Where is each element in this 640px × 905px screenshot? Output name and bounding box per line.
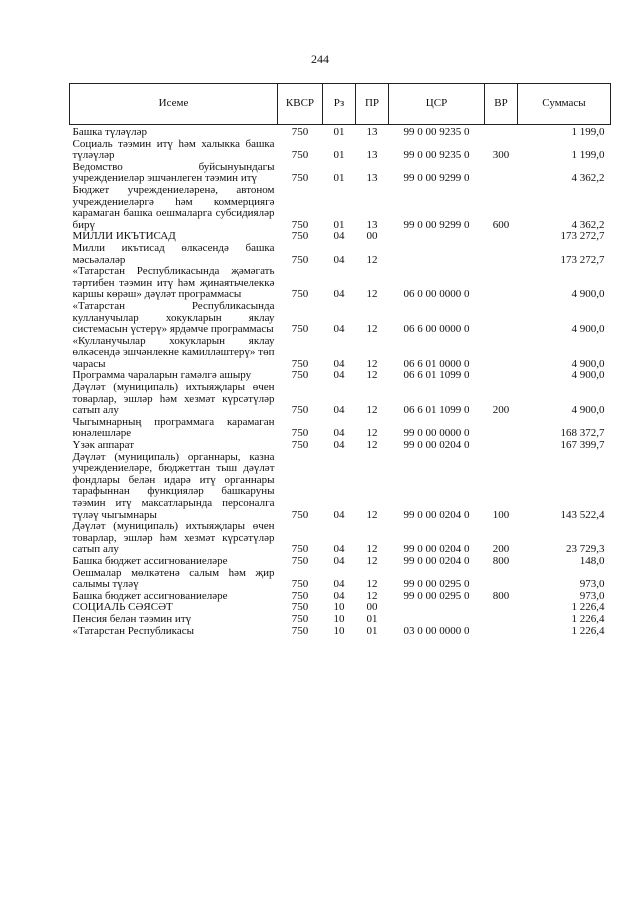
cell-rz: 01 <box>333 172 345 185</box>
table-row <box>70 568 611 591</box>
table-row <box>70 266 611 301</box>
cell-rz: 04 <box>333 253 345 266</box>
cell-name: «Кулланучылар хокукларын яклау өлкәсендә эшчәнлекне камилләштерү» төп чарасы <box>72 334 275 370</box>
table-row <box>70 185 611 231</box>
table-row <box>70 243 611 266</box>
cell-pr: 12 <box>366 554 378 567</box>
cell-pr: 12 <box>366 288 378 301</box>
cell-pr: 13 <box>366 172 378 185</box>
cell-rz: 04 <box>333 323 345 336</box>
cell-vr <box>485 614 518 626</box>
cell-kvsr: 750 <box>291 624 309 637</box>
cell-pr: 13 <box>366 126 378 138</box>
table-row <box>70 162 611 185</box>
cell-rz: 10 <box>333 612 345 625</box>
cell-csr: 03 0 00 0000 0 <box>403 624 470 637</box>
cell-sum: 23 729,3 <box>566 543 605 556</box>
cell-csr: 06 6 01 1099 0 <box>403 369 470 382</box>
cell-vr: 300 <box>492 149 510 162</box>
cell-sum: 173 272,7 <box>560 230 605 243</box>
cell-csr: 99 0 00 0204 0 <box>403 508 470 521</box>
cell-name: Башка бюджет ассигнованиеләре <box>72 554 228 567</box>
cell-csr: 99 0 00 9235 0 <box>403 149 470 162</box>
cell-sum: 168 372,7 <box>560 427 605 440</box>
cell-name: Ведомство буйсынуындагы учреждениеләр эшчәнлеген тәэмин итү <box>72 160 275 185</box>
table-row <box>70 556 611 568</box>
cell-vr: 600 <box>492 218 510 231</box>
cell-vr <box>485 568 518 591</box>
cell-pr: 00 <box>366 601 378 614</box>
cell-vr <box>485 125 518 139</box>
cell-vr <box>485 231 518 243</box>
table-row <box>70 382 611 417</box>
cell-sum: 4 900,0 <box>571 288 605 301</box>
cell-pr: 12 <box>366 589 378 602</box>
cell-vr <box>485 162 518 185</box>
cell-rz: 04 <box>333 369 345 382</box>
cell-vr <box>485 370 518 382</box>
cell-csr: 06 0 00 0000 0 <box>403 288 470 301</box>
cell-rz: 04 <box>333 230 345 243</box>
cell-name: «Татарстан Республикасы <box>72 624 194 637</box>
cell-csr: 99 0 00 0204 0 <box>403 554 470 567</box>
cell-name: Пенсия белән тәэмин итү <box>72 612 192 625</box>
cell-sum: 4 900,0 <box>571 404 605 417</box>
cell-name: СОЦИАЛЬ СӘЯСӘТ <box>72 601 173 614</box>
table-row <box>70 614 611 626</box>
cell-kvsr: 750 <box>291 427 309 440</box>
cell-csr <box>389 231 485 243</box>
cell-rz: 04 <box>333 578 345 591</box>
cell-csr: 99 0 00 9235 0 <box>403 126 470 138</box>
cell-kvsr: 750 <box>291 253 309 266</box>
cell-vr: 800 <box>492 554 510 567</box>
cell-csr: 06 6 01 1099 0 <box>403 404 470 417</box>
cell-pr: 01 <box>366 612 378 625</box>
cell-rz: 04 <box>333 508 345 521</box>
cell-name: Социаль тәэмин итү һәм халыкка башка түләүләр <box>72 137 275 162</box>
cell-rz: 04 <box>333 543 345 556</box>
cell-rz: 04 <box>333 427 345 440</box>
table-row <box>70 440 611 452</box>
cell-rz: 10 <box>333 624 345 637</box>
cell-rz: 01 <box>333 126 345 138</box>
column-header-vr: ВР <box>485 84 518 125</box>
cell-csr: 99 0 00 0000 0 <box>403 427 470 440</box>
cell-kvsr: 750 <box>291 323 309 336</box>
cell-sum: 1 199,0 <box>571 126 605 138</box>
cell-vr <box>485 301 518 336</box>
cell-pr: 13 <box>366 218 378 231</box>
cell-kvsr: 750 <box>291 230 309 243</box>
cell-pr: 12 <box>366 357 378 370</box>
cell-vr <box>485 336 518 371</box>
cell-rz: 04 <box>333 404 345 417</box>
cell-csr: 99 0 00 0295 0 <box>403 589 470 602</box>
cell-pr: 12 <box>366 543 378 556</box>
cell-pr: 12 <box>366 323 378 336</box>
table-row <box>70 336 611 371</box>
cell-name: «Татарстан Республикасында кулланучылар хокукларын яклау системасын үстерү» ярдәмче программасы <box>72 299 275 336</box>
cell-csr <box>389 614 485 626</box>
table-body <box>70 125 611 638</box>
cell-name: Үзәк аппарат <box>72 439 135 452</box>
cell-rz: 04 <box>333 357 345 370</box>
table-row <box>70 452 611 522</box>
cell-csr: 99 0 00 9299 0 <box>403 218 470 231</box>
cell-name: Программа чараларын гамәлгә ашыру <box>72 369 252 382</box>
cell-sum: 148,0 <box>579 554 605 567</box>
cell-sum: 4 900,0 <box>571 369 605 382</box>
cell-pr: 12 <box>366 369 378 382</box>
cell-sum: 4 900,0 <box>571 323 605 336</box>
cell-kvsr: 750 <box>291 508 309 521</box>
table-row <box>70 521 611 556</box>
cell-kvsr: 750 <box>291 172 309 185</box>
table-row <box>70 139 611 162</box>
cell-pr: 13 <box>366 149 378 162</box>
cell-kvsr: 750 <box>291 218 309 231</box>
cell-rz: 04 <box>333 554 345 567</box>
cell-name: Дәүләт (муниципаль) ихтыяҗлары өчен товарлар, эшләр һәм хезмәт күрсәтүләр сатып алу <box>72 381 275 417</box>
cell-sum: 167 399,7 <box>560 439 605 452</box>
table-row <box>70 417 611 440</box>
cell-kvsr: 750 <box>291 357 309 370</box>
cell-sum: 173 272,7 <box>560 253 605 266</box>
cell-name: Башка бюджет ассигнованиеләре <box>72 589 228 602</box>
table-row <box>70 626 611 638</box>
cell-vr <box>485 626 518 638</box>
cell-kvsr: 750 <box>291 612 309 625</box>
cell-sum: 1 199,0 <box>571 149 605 162</box>
cell-pr: 00 <box>366 230 378 243</box>
cell-name: Милли икътисад өлкәсендә башка мәсьәләләр <box>72 241 275 266</box>
cell-vr <box>485 417 518 440</box>
cell-pr: 12 <box>366 508 378 521</box>
cell-csr <box>389 602 485 614</box>
column-header-rz: Рз <box>323 84 356 125</box>
cell-name: «Татарстан Республикасында җәмәгать тәртибен тәэмин итү һәм җинаятьчелеккә каршы көрәш» дәүләт программасы <box>72 265 275 301</box>
budget-table <box>69 83 611 637</box>
cell-csr: 99 0 00 9299 0 <box>403 172 470 185</box>
cell-vr: 100 <box>492 508 510 521</box>
cell-rz: 01 <box>333 149 345 162</box>
cell-name: Бюджет учреждениеләренә, автоном учреждениеләргә һәм коммерциягә карамаган башка оешмаларга субсидияләр бирү <box>72 183 275 231</box>
cell-sum: 4 362,2 <box>571 218 605 231</box>
cell-kvsr: 750 <box>291 601 309 614</box>
cell-vr <box>485 602 518 614</box>
cell-sum: 4 900,0 <box>571 357 605 370</box>
cell-csr <box>389 243 485 266</box>
column-header-sum: Суммасы <box>518 84 611 125</box>
cell-rz: 04 <box>333 439 345 452</box>
table-header <box>70 84 611 125</box>
column-header-kvsr: КВСР <box>278 84 323 125</box>
column-header-name: Исеме <box>70 84 278 125</box>
cell-vr <box>485 266 518 301</box>
cell-kvsr: 750 <box>291 369 309 382</box>
cell-vr: 200 <box>492 543 510 556</box>
cell-csr: 06 6 00 0000 0 <box>403 323 470 336</box>
cell-csr: 99 0 00 0204 0 <box>403 543 470 556</box>
cell-pr: 12 <box>366 578 378 591</box>
cell-sum: 143 522,4 <box>560 508 605 521</box>
cell-csr: 99 0 00 0295 0 <box>403 578 470 591</box>
cell-kvsr: 750 <box>291 578 309 591</box>
cell-name: Дәүләт (муниципаль) органнары, казна учреждениеләре, бюджеттан тыш дәүләт фондлары белән идарә итү органнары тарафыннан функцияләр башкаруны тәэмин итү максатларында персоналга түләү чыгымнары <box>72 450 275 521</box>
cell-vr <box>485 440 518 452</box>
cell-vr: 200 <box>492 404 510 417</box>
table-row <box>70 301 611 336</box>
cell-name: Оешмалар мөлкәтенә салым һәм җир салымы түләү <box>72 566 275 591</box>
cell-kvsr: 750 <box>291 543 309 556</box>
column-header-csr: ЦСР <box>389 84 485 125</box>
cell-sum: 1 226,4 <box>571 624 605 637</box>
cell-kvsr: 750 <box>291 439 309 452</box>
cell-vr: 800 <box>492 589 510 602</box>
cell-name: МИЛЛИ ИКЪТИСАД <box>72 230 176 243</box>
cell-name: Дәүләт (муниципаль) ихтыяҗлары өчен товарлар, эшләр һәм хезмәт күрсәтүләр сатып алу <box>72 520 275 556</box>
cell-rz: 01 <box>333 218 345 231</box>
cell-name: Башка түләүләр <box>72 126 148 138</box>
cell-name: Чыгымнарның программага карамаган юнәлешләре <box>72 415 275 440</box>
cell-kvsr: 750 <box>291 589 309 602</box>
cell-rz: 04 <box>333 288 345 301</box>
cell-csr: 99 0 00 0204 0 <box>403 439 470 452</box>
cell-sum: 1 226,4 <box>571 601 605 614</box>
cell-kvsr: 750 <box>291 288 309 301</box>
cell-pr: 01 <box>366 624 378 637</box>
cell-rz: 10 <box>333 601 345 614</box>
cell-kvsr: 750 <box>291 126 309 138</box>
column-header-pr: ПР <box>356 84 389 125</box>
cell-vr <box>485 243 518 266</box>
cell-sum: 973,0 <box>579 589 605 602</box>
cell-kvsr: 750 <box>291 554 309 567</box>
page-number: 244 <box>311 52 329 66</box>
cell-pr: 12 <box>366 404 378 417</box>
cell-sum: 4 362,2 <box>571 172 605 185</box>
cell-rz: 04 <box>333 589 345 602</box>
cell-sum: 1 226,4 <box>571 612 605 625</box>
cell-kvsr: 750 <box>291 149 309 162</box>
cell-csr: 06 6 01 0000 0 <box>403 357 470 370</box>
cell-pr: 12 <box>366 253 378 266</box>
cell-sum: 973,0 <box>579 578 605 591</box>
cell-pr: 12 <box>366 439 378 452</box>
table-row <box>70 125 611 139</box>
cell-kvsr: 750 <box>291 404 309 417</box>
cell-pr: 12 <box>366 427 378 440</box>
